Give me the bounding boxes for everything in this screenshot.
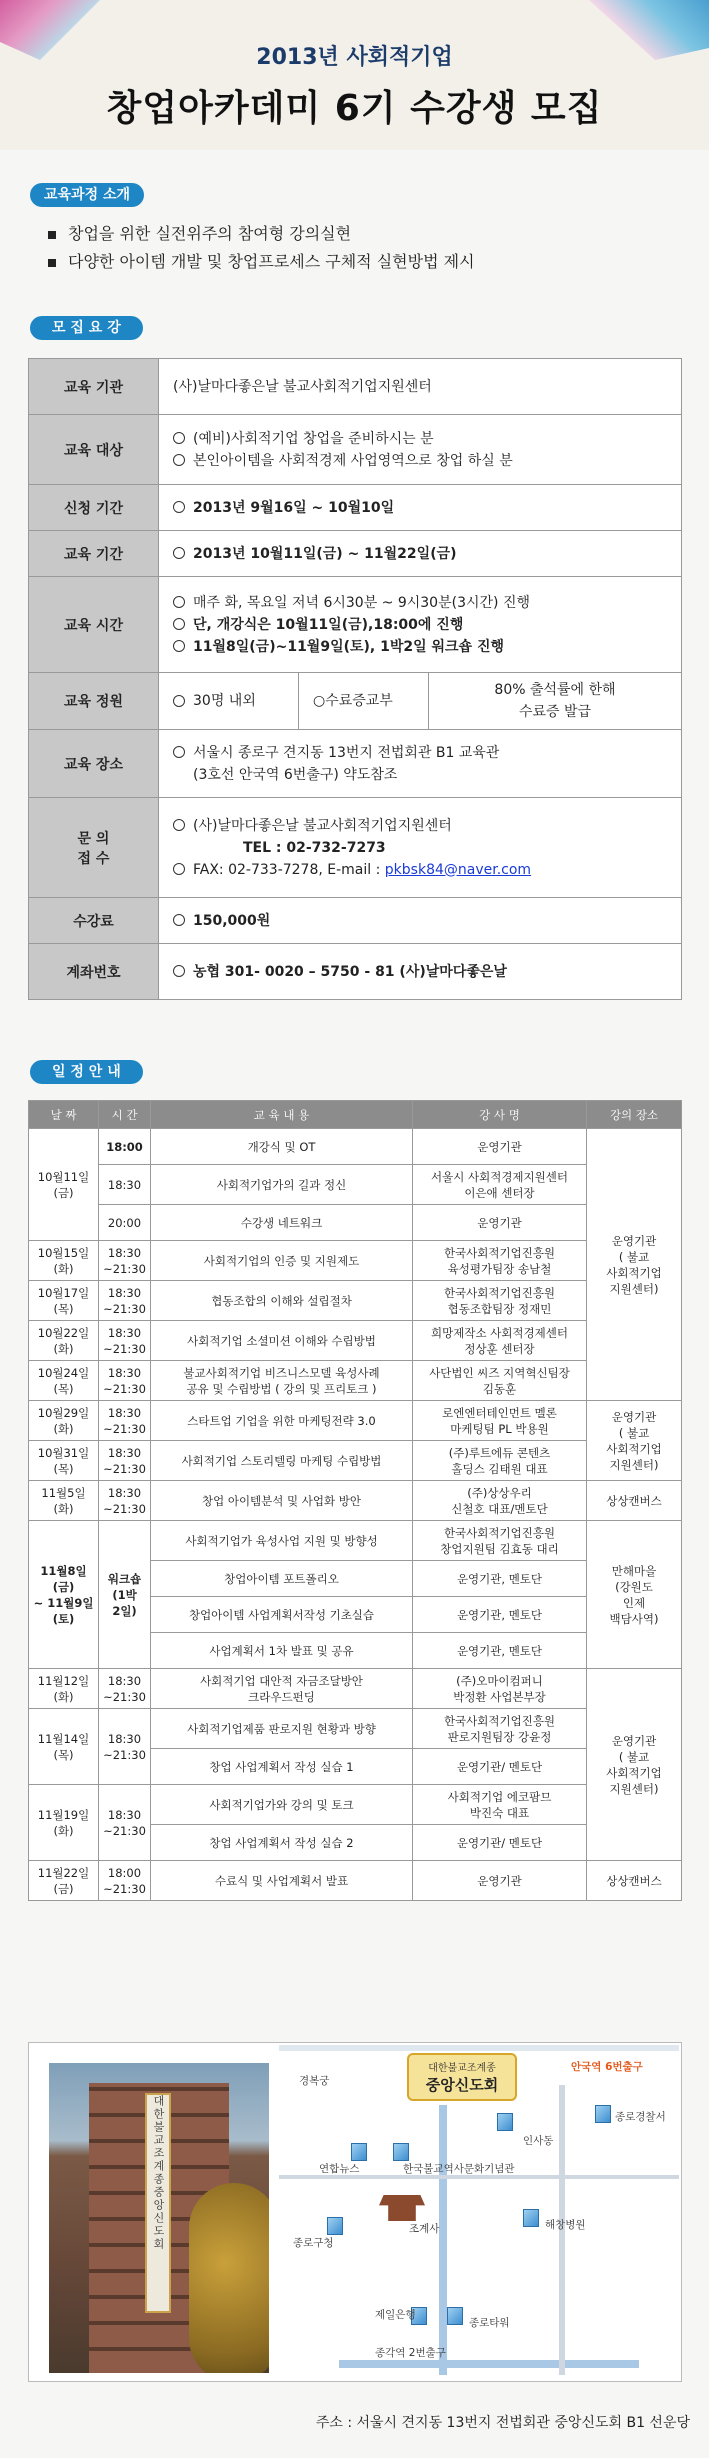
table-row: 교육 정원 30명 내외 ○수료증교부 80% 출석률에 한해 수료증 발급 (29, 673, 682, 730)
address-footer: 주소 : 서울시 견지동 13번지 전법회관 중앙신도회 B1 선운당 (315, 2415, 690, 2431)
table-row: 수강료 150,000원 (29, 898, 682, 944)
building-icon (595, 2105, 611, 2123)
circle-bullet-icon (173, 454, 185, 466)
table-row: 11월5일(화) 18:30 ~21:30 창업 아이템분석 및 사업화 방안 (주)상상우리 신철호 대표/멘토단 상상캔버스 (29, 1481, 682, 1521)
table-row: 사업계획서 1차 발표 및 공유 운영기관, 멘토단 (29, 1633, 682, 1669)
destination-marker: 대한불교조계종 중앙신도회 (407, 2053, 517, 2101)
building-icon (523, 2209, 539, 2227)
circle-bullet-icon (173, 547, 185, 559)
table-row: 신청 기간 2013년 9월16일 ~ 10월10일 (29, 485, 682, 531)
building-icon (393, 2143, 409, 2161)
row-label: 교육 기관 (29, 359, 159, 415)
table-row: 10월17일(목) 18:30 ~21:30 협동조합의 이해와 설립절차 한국사회적기업진흥원 협동조합팀장 정재민 (29, 1281, 682, 1321)
table-row: 11월14일(목) 18:30 ~21:30 사회적기업제품 판로지원 현황과 방향 한국사회적기업진흥원 판로지원팀장 강윤정 (29, 1709, 682, 1749)
table-row: 20:00 수강생 네트워크 운영기관 (29, 1205, 682, 1241)
table-header: 날 짜 시 간 교 육 내 용 강 사 명 강의 장소 (29, 1101, 682, 1129)
row-label: 교육 대상 (29, 415, 159, 485)
circle-bullet-icon (173, 501, 185, 513)
row-label: 수강료 (29, 898, 159, 944)
table-row: 10월31일(목) 18:30 ~21:30 사회적기업 스토리텔링 마케팅 수립방법 (주)루트에듀 콘텐츠 홀딩스 김태원 대표 (29, 1441, 682, 1481)
table-row: 11월19일(화) 18:30 ~21:30 사회적기업가와 강의 및 토크 사회적기업 에코팜므 박진숙 대표 (29, 1785, 682, 1825)
intro-item: 창업을 위한 실전위주의 참여형 강의실현 (48, 220, 475, 248)
row-label: 교육 시간 (29, 577, 159, 673)
table-row: 18:30 사회적기업가의 길과 정신 서울시 사회적경제지원센터 이은애 센터장 (29, 1165, 682, 1205)
table-row: 교육 장소 서울시 종로구 견지동 13번지 전법회관 B1 교육관 (3호선 안국역 6번출구) 약도참조 (29, 730, 682, 798)
table-row: 11월8일(금) ~ 11월9일(토) 워크숍 (1박 2일) 사회적기업가 육성사업 지원 및 방향성 한국사회적기업진흥원 창업지원팀 김효동 대리 만해마을 (강원도 인제 백담사역) (29, 1521, 682, 1561)
building-icon (351, 2143, 367, 2161)
row-label: 교육 정원 (29, 673, 159, 730)
table-row: 10월11일 (금) 18:00 개강식 및 OT 운영기관 운영기관 ( 불교 사회적기업 지원센터) (29, 1129, 682, 1165)
table-row: 11월22일(금) 18:00 ~21:30 수료식 및 사업계획서 발표 운영기관 상상캔버스 (29, 1861, 682, 1901)
header-year: 2013년 사회적기업 (256, 45, 453, 70)
table-row: 문 의 접 수 (사)날마다좋은날 불교사회적기업지원센터 TEL : 02-732-7273 FAX: 02-733-7278, E-mail : pkbsk84@naver.com (29, 798, 682, 898)
intro-list (48, 220, 475, 276)
circle-bullet-icon (173, 695, 185, 707)
row-label: 교육 장소 (29, 730, 159, 798)
building-icon (327, 2217, 343, 2235)
table-row: 창업 사업계획서 작성 실습 2 운영기관/ 멘토단 (29, 1825, 682, 1861)
circle-bullet-icon (173, 618, 185, 630)
circle-bullet-icon (173, 640, 185, 652)
circle-bullet-icon (173, 819, 185, 831)
table-row (29, 359, 682, 415)
row-label: 교육 기간 (29, 531, 159, 577)
building-photo (49, 2063, 269, 2373)
circle-bullet-icon (173, 746, 185, 758)
table-row: 10월29일(화) 18:30 ~21:30 스타트업 기업을 위한 마케팅전략 3.0 로엔엔터테인먼트 멜론 마케팅팀 PL 박용원 운영기관 ( 불교 사회적기업 지원센터) (29, 1401, 682, 1441)
row-value: (사)날마다좋은날 불교사회적기업지원센터 (159, 359, 682, 415)
email-link[interactable]: pkbsk84@naver.com (384, 861, 532, 878)
table-row: 교육 기간 2013년 10월11일(금) ~ 11월22일(금) (29, 531, 682, 577)
table-row: 11월12일(화) 18:30 ~21:30 사회적기업 대안적 자금조달방안 크라우드펀딩 (주)오마이컴퍼니 박정환 사업본부장 운영기관 ( 불교 사회적기업 지원센터) (29, 1669, 682, 1709)
table-row: 10월24일(목) 18:30 ~21:30 불교사회적기업 비즈니스모델 육성사례 공유 및 수립방법 ( 강의 및 프리토크 ) 사단법인 씨즈 지역혁신팀장 김동훈 (29, 1361, 682, 1401)
table-row: 10월22일(화) 18:30 ~21:30 사회적기업 소셜미션 이해와 수립방법 희망제작소 사회적경제센터 정상훈 센터장 (29, 1321, 682, 1361)
row-label: 계좌번호 (29, 944, 159, 1000)
location-box (28, 2042, 682, 2382)
header-banner (0, 0, 709, 150)
building-icon (447, 2307, 463, 2325)
table-row: 창업 사업계획서 작성 실습 1 운영기관/ 멘토단 (29, 1749, 682, 1785)
circle-bullet-icon (173, 965, 185, 977)
square-bullet-icon (48, 231, 56, 239)
square-bullet-icon (48, 259, 56, 267)
intro-tag: 교육과정 소개 (30, 183, 144, 207)
circle-bullet-icon (173, 596, 185, 608)
row-label: 신청 기간 (29, 485, 159, 531)
temple-icon (379, 2195, 425, 2221)
intro-item: 다양한 아이템 개발 및 창업프로세스 구체적 실현방법 제시 (48, 248, 475, 276)
recruitment-table (28, 358, 682, 1000)
table-row: 교육 시간 매주 화, 목요일 저녁 6시30분 ~ 9시30분(3시간) 진행 단, 개강식은 10월11일(금),18:00에 진행 11월8일(금)~11월9일(토), 1박2일 워크숍 진행 (29, 577, 682, 673)
schedule-table (28, 1100, 682, 1901)
building-icon (497, 2113, 513, 2131)
building-sign: 대한불교조계종중앙신도회 (145, 2093, 171, 2313)
recruit-tag: 모 집 요 강 (30, 316, 143, 340)
table-row: 계좌번호 농협 301- 0020 – 5750 - 81 (사)날마다좋은날 (29, 944, 682, 1000)
table-row: 교육 대상 (예비)사회적기업 창업을 준비하시는 분 본인아이템을 사회적경제 사업영역으로 창업 하실 분 (29, 415, 682, 485)
page-title: 창업아카데미 6기 수강생 모집 (106, 88, 603, 129)
circle-bullet-icon (173, 432, 185, 444)
location-map: 대한불교조계종 중앙신도회 경복궁 안국역 6번출구 종로경찰서 인사동 연합뉴스 한국불교역사문화기념관 조계사 해창병원 종로구청 제일은행 종로타워 종각역 2번출구 (279, 2045, 679, 2381)
table-row: 창업아이템 사업계획서작성 기초실습 운영기관, 멘토단 (29, 1597, 682, 1633)
circle-bullet-icon (173, 914, 185, 926)
circle-bullet-icon (173, 863, 185, 875)
schedule-tag: 일 정 안 내 (30, 1060, 143, 1084)
table-row: 10월15일(화) 18:30 ~21:30 사회적기업의 인증 및 지원제도 한국사회적기업진흥원 육성평가팀장 송남철 (29, 1241, 682, 1281)
table-row: 창업아이템 포트폴리오 운영기관, 멘토단 (29, 1561, 682, 1597)
